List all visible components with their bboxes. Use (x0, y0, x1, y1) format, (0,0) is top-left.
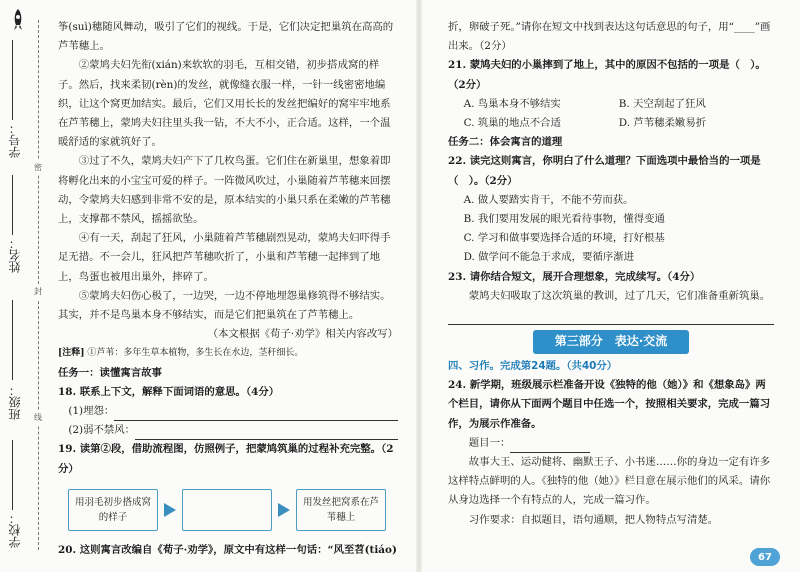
flowchart (58, 483, 398, 535)
q21-options (448, 95, 774, 133)
continuation-start: 蒙鸠夫妇吸取了这次筑巢的教训，过了几天，它们准备重新筑巢。 (468, 289, 771, 302)
question-23: 23. 请你结合短文，展开合理想象，完成续写。（4分） (448, 270, 701, 283)
section-4-heading: 四、习作。完成第24题。（共40分） (448, 360, 618, 373)
passage-p2: ②蒙鸠夫妇先衔(xián)来软软的羽毛，互相交错，初步搭成窝的样子。然后，找来柔韧(rèn)的发丝，就像缝衣服一样，一针一线密密地编织，让这个窝更加结实。最后，它们又用长长的发丝把编好的窝牢牢地系在芦苇穗上，蒙鸠夫妇往里头我一钻，不大不小，正合适。这样，一个温暖舒适的家就筑好了。 (58, 59, 391, 149)
cut-char-1: 密 (34, 160, 42, 175)
answer-line-18-2[interactable] (135, 421, 398, 440)
topic-1-text: 故事大王、运动健将、幽默王子、小书迷……你的身边一定有许多这样特点鲜明的人。《独特的他（她）》栏目意在展示他们的风采。请你从身边选择一个有特点的人，完成一篇习作。 (448, 456, 771, 507)
source-note: （本文根据《荀子·劝学》相关内容改写） (207, 328, 398, 341)
question-20-cont: 折，卵破子死。”请你在短文中找到表达这句话意思的句子，用“____”画出来。（2分） (448, 21, 771, 53)
school-line (12, 440, 13, 510)
flow-box-3: 用发丝把窝系在芦苇穗上 (296, 489, 386, 531)
right-page (448, 18, 774, 530)
option-21a[interactable]: A. 鸟巢本身不够结实 (463, 97, 561, 110)
topic-1-blank[interactable] (510, 440, 590, 453)
page-gutter (416, 0, 422, 572)
id-line (12, 40, 13, 120)
flow-box-1: 用羽毛初步搭成窝的样子 (68, 489, 158, 531)
passage-p3: ③过了不久，蒙鸠夫妇产下了几枚鸟蛋。它们住在新巢里，想象着即将孵化出来的小宝宝可爱的样子。一阵微风吹过，小巢随着芦苇穗来回摆动，令蒙鸠夫妇感到非常不安的是，原本结实的小巢只系在柔嫩的芦苇穗上，支撑都不禁风，摇摇欲坠。 (58, 155, 391, 226)
class-line (12, 300, 13, 380)
id-label: 学号： (8, 122, 22, 158)
cut-char-3: 线 (34, 410, 42, 425)
option-22d[interactable]: D. 做学问不能急于求成，要循序渐进 (463, 251, 635, 264)
option-22b[interactable]: B. 我们要用发展的眼光看待事物，懂得变通 (463, 213, 665, 226)
note-label: [注释] (58, 348, 85, 359)
task2-heading: 任务二：体会寓言的道理 (448, 136, 563, 149)
option-21b[interactable]: B. 天空刮起了狂风 (618, 97, 706, 110)
footnote: ①芦苇：多年生草本植物，多生长在水边，茎秆细长。 (87, 348, 304, 359)
name-label: 姓名： (8, 237, 22, 273)
question-24: 24. 新学期，班级展示栏准备开设《独特的他（她）》和《想象岛》两个栏目，请你从下面两个题目中任选一个，按照相关要求，完成一篇习作，为展示作准备。 (448, 379, 771, 430)
arrow-icon (164, 503, 176, 517)
question-18: 18. 联系上下文，解释下面词语的意思。（4分） (58, 385, 280, 398)
left-page (58, 18, 398, 560)
topic-1-label: 题目一： (448, 434, 774, 453)
arrow-icon (278, 503, 290, 517)
question-19: 19. 读第②段，借助流程图，仿照例子，把蒙鸠筑巢的过程补充完整。（2分） (58, 443, 394, 475)
option-21d[interactable]: D. 芦苇穗柔嫩易折 (618, 117, 707, 130)
flow-box-blank[interactable] (182, 489, 272, 531)
q18-line2: (2)弱不禁风： (58, 421, 398, 440)
school-label: 学校： (8, 512, 22, 548)
option-22c[interactable]: C. 学习和做事要选择合适的环境，打好根基 (463, 232, 665, 245)
option-21c[interactable]: C. 筑巢的地点不合适 (463, 117, 561, 130)
passage-p1: 筝(suì)穗随风舞动，吸引了它们的视线。于是，它们决定把巢筑在高高的芦苇穗上。 (58, 21, 394, 53)
task1-heading: 任务一：读懂寓言故事 (58, 366, 162, 379)
page-number: 67 (750, 548, 780, 566)
answer-line-23[interactable] (448, 306, 774, 325)
name-line (12, 175, 13, 235)
passage-p4: ④有一天，刮起了狂风，小巢随着芦苇穗剧烈晃动，蒙鸠夫妇吓得手足无措。不一会儿，狂风把芦苇穗吹折了，小巢和芦苇穗一起摔到了地上，鸟蛋也被甩出巢外，摔碎了。 (58, 232, 391, 283)
answer-line-18-1[interactable] (114, 402, 398, 421)
cut-char-2: 封 (34, 284, 42, 299)
class-label: 班级： (8, 384, 22, 420)
rocket-icon (10, 8, 26, 32)
question-22: 22. 读完这则寓言，你明白了什么道理？下面选项中最恰当的一项是（ ）。（2分） (448, 155, 761, 187)
question-20: 20. 这则寓言改编自《荀子·劝学》，原文中有这样一句话：“风至苕(tiáo) (58, 543, 397, 556)
section-banner: 第三部分 表达·交流 (448, 331, 774, 353)
binding-margin (0, 0, 44, 572)
writing-requirements: 习作要求：自拟题目，语句通顺，把人物特点写清楚。 (468, 513, 719, 526)
question-21: 21. 蒙鸠夫妇的小巢摔到了地上，其中的原因不包括的一项是（ ）。（2分） (448, 59, 766, 91)
option-22a[interactable]: A. 做人要踏实肯干，不能不劳而获。 (463, 193, 634, 206)
passage-p5: ⑤蒙鸠夫妇伤心极了，一边哭，一边不停地埋怨巢修筑得不够结实。其实，并不是鸟巢本身不够结实，而是它们把巢筑在了芦苇穗上。 (58, 289, 391, 322)
q18-line1: (1)埋怨： (58, 402, 398, 421)
